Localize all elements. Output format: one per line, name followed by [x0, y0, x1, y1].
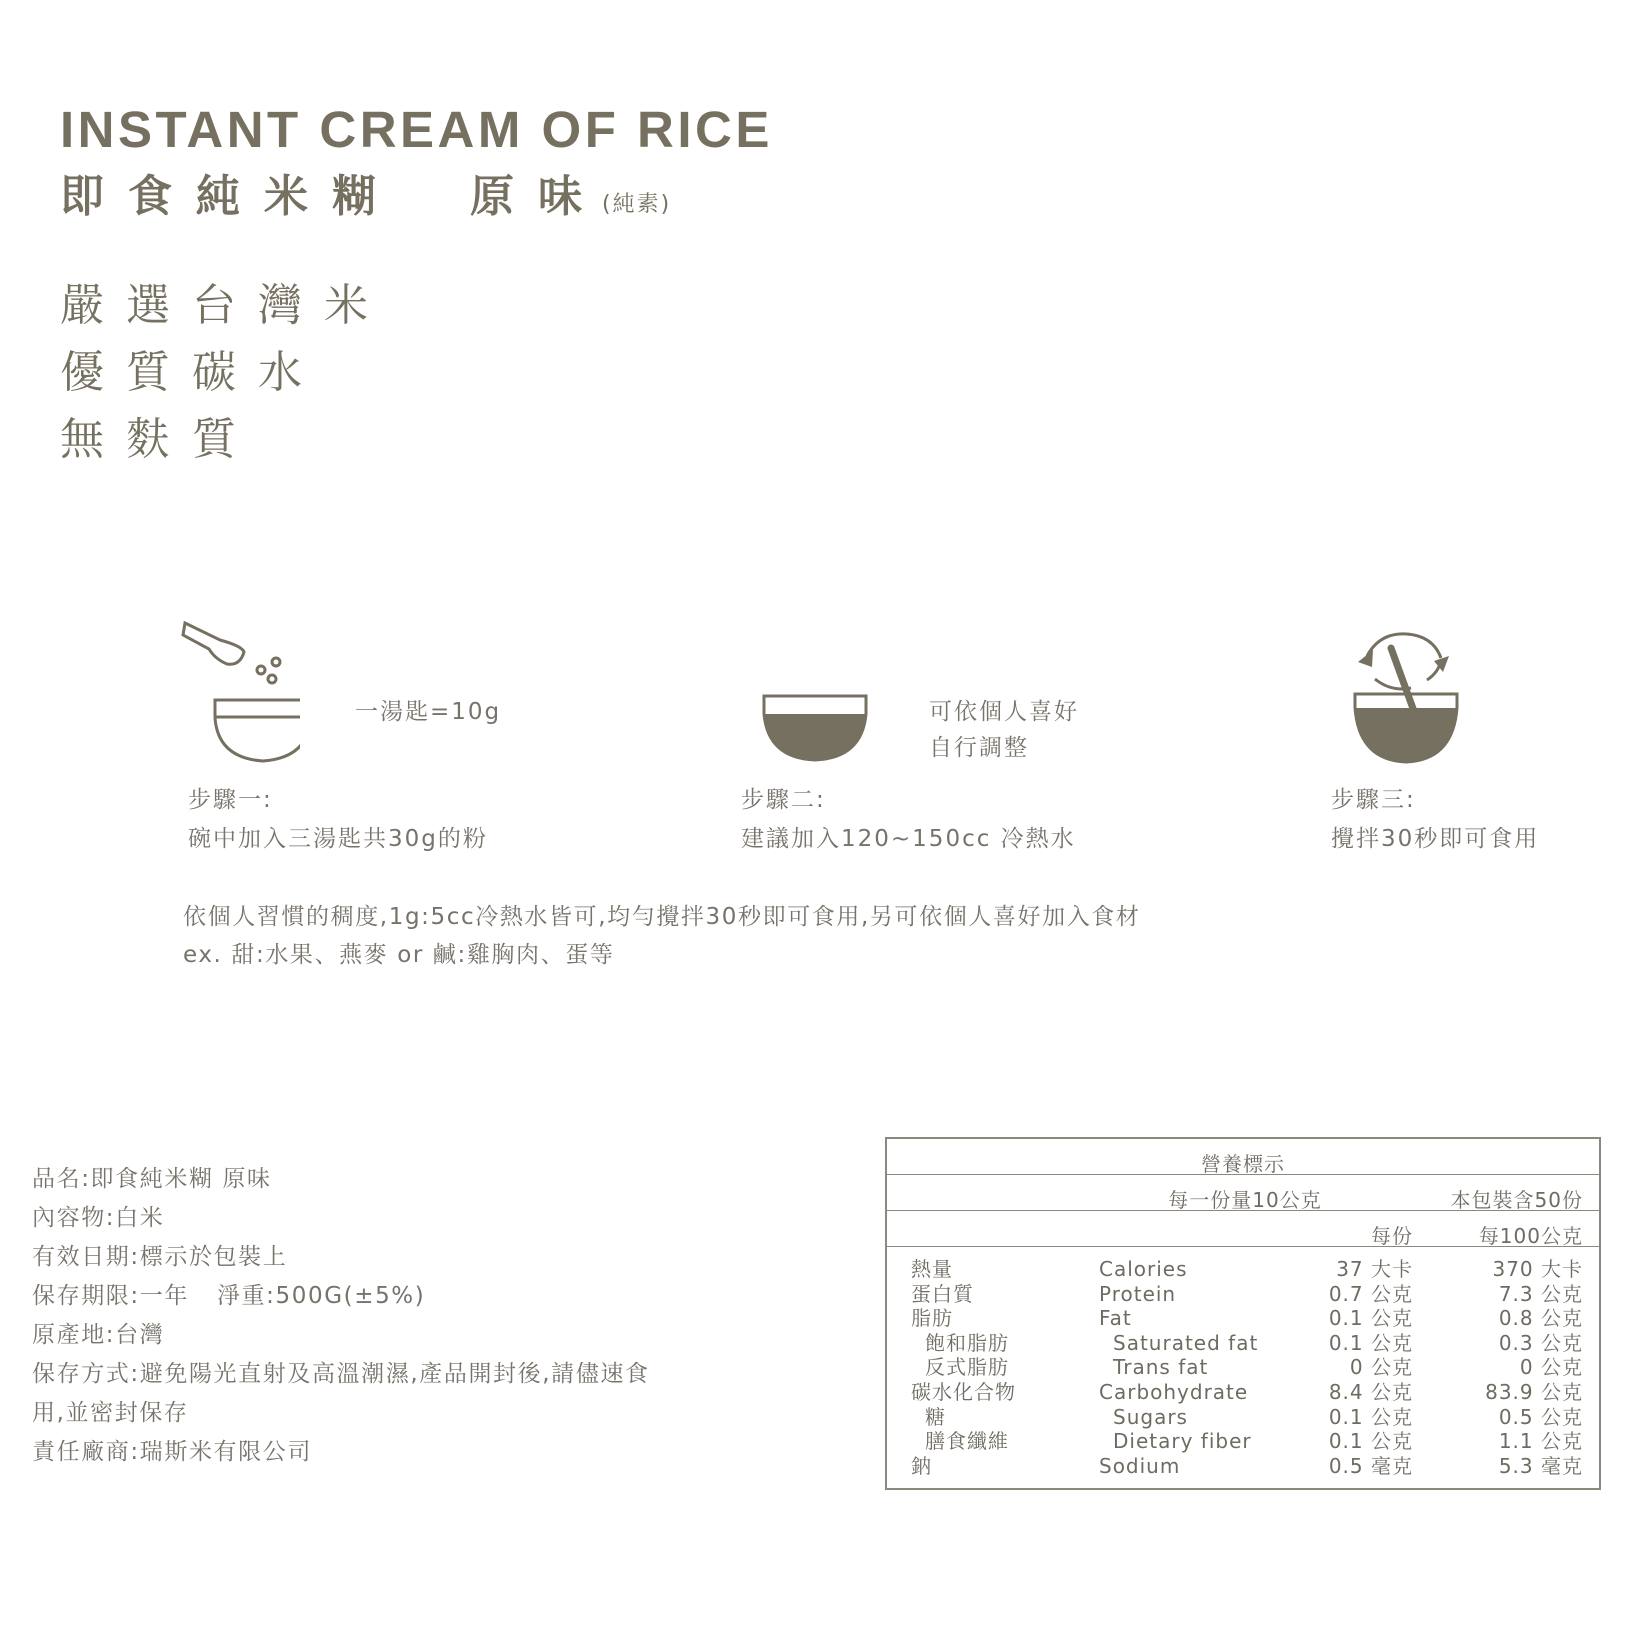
- info-storage-2: 用,並密封保存: [32, 1400, 189, 1426]
- value-per-100g: 5.3 毫克: [1498, 1453, 1583, 1478]
- nutrition-row: [887, 1331, 1599, 1356]
- step2-note: [929, 694, 1079, 766]
- nutrition-row: [887, 1429, 1599, 1454]
- info-net-weight: 淨重:500G(±5%): [216, 1283, 426, 1309]
- nutrition-row: [887, 1454, 1599, 1479]
- value-per-100g: 83.9 公克: [1485, 1379, 1583, 1404]
- value-per-serving: 0 公克: [1349, 1355, 1413, 1380]
- value-per-100g: 0.3 公克: [1498, 1330, 1583, 1355]
- info-content: 內容物:白米: [32, 1205, 165, 1231]
- step1-desc: 碗中加入三湯匙共30g的粉: [188, 826, 488, 852]
- nutrition-row: [887, 1306, 1599, 1331]
- col-header-per-serving: 每份: [1371, 1224, 1413, 1248]
- info-expiry: 有效日期:標示於包裝上: [32, 1244, 288, 1270]
- serving-size: 每一份量10公克: [1168, 1188, 1322, 1212]
- preparation-tip: [183, 898, 1141, 974]
- nutrient-name-en: Dietary fiber: [1113, 1429, 1252, 1454]
- nutrition-title: 營養標示: [1201, 1152, 1285, 1176]
- value-per-serving: 0.5 毫克: [1328, 1453, 1413, 1478]
- nutrient-name-zh: 鈉: [911, 1453, 932, 1478]
- value-per-100g: 1.1 公克: [1498, 1429, 1583, 1454]
- value-per-serving: 0.1 公克: [1328, 1404, 1413, 1429]
- step2-text: [741, 781, 1076, 859]
- nutrient-name-en: Sugars: [1113, 1404, 1188, 1429]
- product-info: [32, 1160, 650, 1472]
- step1-note: 一湯匙=10g: [355, 699, 502, 725]
- value-per-100g: 0.5 公克: [1498, 1404, 1583, 1429]
- product-title-zh: [60, 173, 671, 221]
- info-shelf-weight: [32, 1277, 650, 1316]
- nutrition-row: [887, 1257, 1599, 1282]
- nutrient-name-en: Calories: [1099, 1257, 1188, 1281]
- water-bowl-icon: [762, 694, 872, 764]
- step2-label: 步驟二:: [741, 787, 826, 813]
- tip-line-1: 依個人習慣的稠度,1g:5cc冷熱水皆可,均勻攪拌30秒即可食用,另可依個人喜好加入食材: [183, 904, 1141, 930]
- product-name-zh: 即食純米糊: [60, 171, 400, 222]
- info-storage-1: 保存方式:避免陽光直射及高溫潮濕,產品開封後,請儘速食: [32, 1361, 650, 1387]
- step1-label: 步驟一:: [188, 787, 273, 813]
- nutrient-name-en: Sodium: [1099, 1453, 1181, 1478]
- nutrient-name-zh: 碳水化合物: [911, 1379, 1016, 1404]
- scoop-bowl-icon: [180, 620, 300, 770]
- tip-line-2: ex. 甜:水果、燕麥 or 鹹:雞胸肉、蛋等: [183, 942, 615, 968]
- col-header-per-100g: 每100公克: [1478, 1224, 1583, 1248]
- nutrient-name-en: Saturated fat: [1113, 1330, 1259, 1355]
- value-per-100g: 0.8 公克: [1498, 1306, 1583, 1331]
- nutrition-row: [887, 1355, 1599, 1380]
- nutrition-row: [887, 1282, 1599, 1307]
- step3-label: 步驟三:: [1331, 787, 1416, 813]
- servings-per-package: 本包裝含50份: [1450, 1188, 1583, 1212]
- product-flavor: 原味: [470, 171, 606, 222]
- nutrient-name-en: Fat: [1099, 1306, 1132, 1331]
- value-per-100g: 370 大卡: [1492, 1257, 1583, 1281]
- nutrient-name-zh: 反式脂肪: [925, 1355, 1009, 1380]
- product-title-en: INSTANT CREAM OF RICE: [60, 101, 773, 158]
- vegan-label: (純素): [602, 192, 672, 217]
- nutrient-name-en: Carbohydrate: [1099, 1379, 1249, 1404]
- info-manufacturer: 責任廠商:瑞斯米有限公司: [32, 1439, 312, 1465]
- stir-bowl-icon: [1345, 622, 1470, 764]
- nutrition-rows: [887, 1257, 1599, 1478]
- tagline-1: 嚴選台灣米: [60, 280, 390, 331]
- nutrition-row: [887, 1380, 1599, 1405]
- nutrition-table: [885, 1137, 1601, 1490]
- info-name: 品名:即食純米糊 原味: [32, 1166, 272, 1192]
- value-per-serving: 0.1 公克: [1328, 1429, 1413, 1454]
- nutrient-name-zh: 熱量: [911, 1257, 953, 1281]
- tagline-2: 優質碳水: [60, 347, 324, 398]
- step1-text: [188, 781, 488, 859]
- value-per-serving: 8.4 公克: [1328, 1379, 1413, 1404]
- step2-note-line2: 自行調整: [929, 735, 1029, 761]
- step3-desc: 攪拌30秒即可食用: [1331, 826, 1540, 852]
- info-origin: 原產地:台灣: [32, 1322, 165, 1348]
- nutrition-row: [887, 1405, 1599, 1430]
- value-per-100g: 7.3 公克: [1498, 1281, 1583, 1306]
- value-per-serving: 0.1 公克: [1328, 1306, 1413, 1331]
- tagline-3: 無麩質: [60, 414, 258, 465]
- info-shelf-life: 保存期限:一年: [32, 1283, 189, 1309]
- nutrient-name-en: Protein: [1099, 1281, 1177, 1306]
- nutrient-name-zh: 蛋白質: [911, 1281, 974, 1306]
- value-per-serving: 0.1 公克: [1328, 1330, 1413, 1355]
- nutrient-name-zh: 膳食纖維: [925, 1429, 1009, 1454]
- value-per-serving: 0.7 公克: [1328, 1281, 1413, 1306]
- step2-desc: 建議加入120~150cc 冷熱水: [741, 826, 1076, 852]
- nutrient-name-zh: 脂肪: [911, 1306, 953, 1331]
- nutrient-name-en: Trans fat: [1113, 1355, 1209, 1380]
- value-per-100g: 0 公克: [1519, 1355, 1583, 1380]
- nutrient-name-zh: 糖: [925, 1404, 946, 1429]
- step2-note-line1: 可依個人喜好: [929, 699, 1079, 725]
- nutrient-name-zh: 飽和脂肪: [925, 1330, 1009, 1355]
- step3-text: [1331, 781, 1539, 859]
- value-per-serving: 37 大卡: [1336, 1257, 1413, 1281]
